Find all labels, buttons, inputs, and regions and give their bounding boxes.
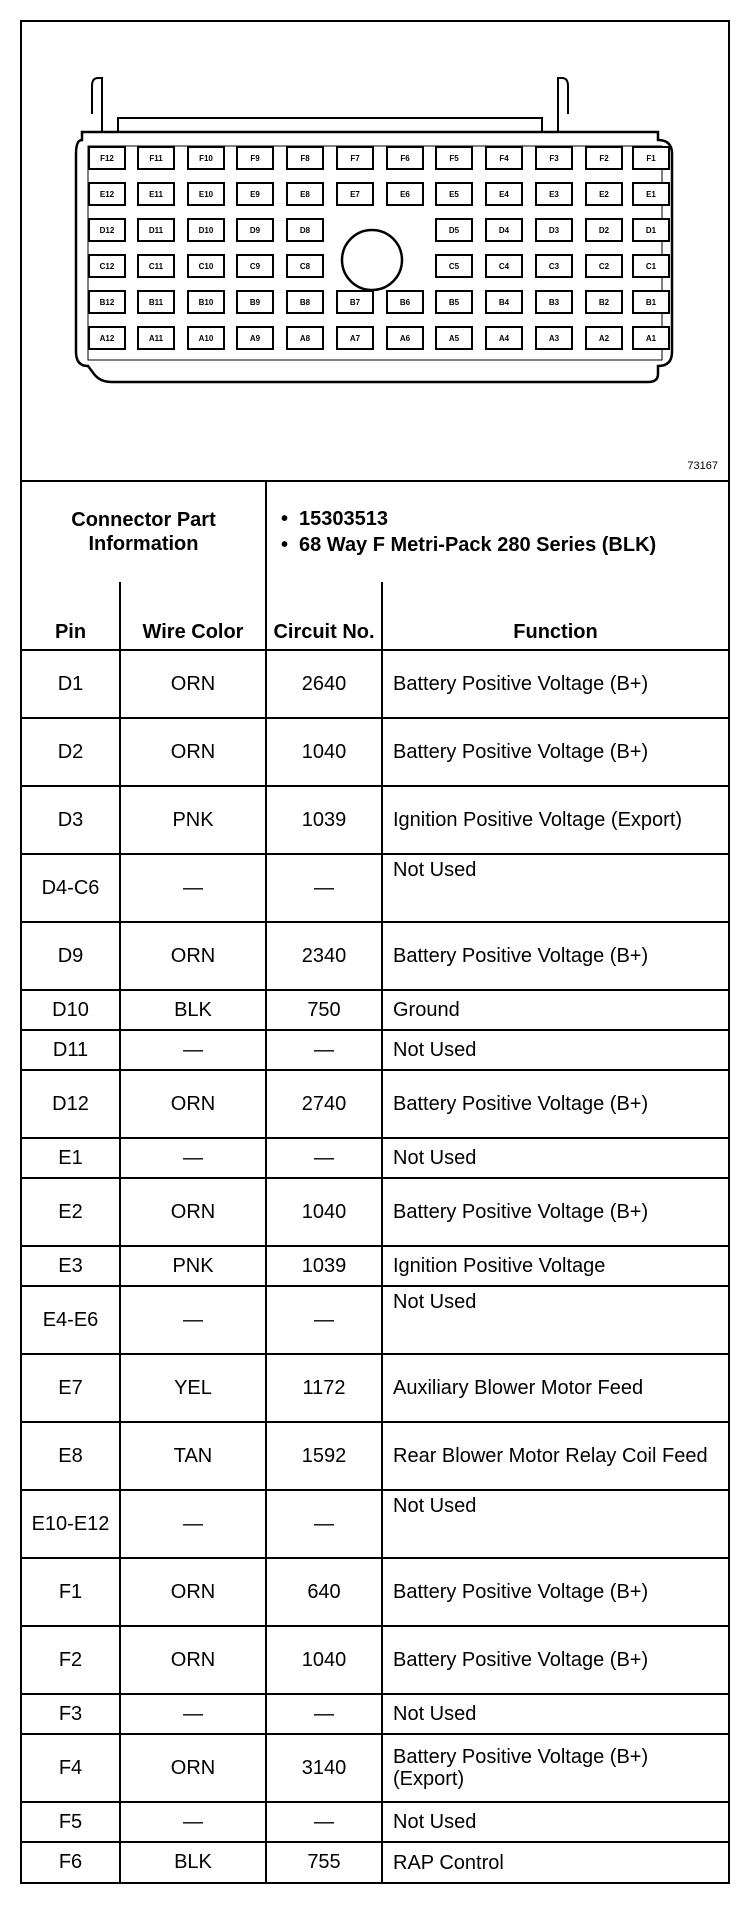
cavity-label: D2 [598,226,610,235]
cavity-label: D1 [645,226,657,235]
function-cell: Ignition Positive Voltage [382,1246,728,1286]
cavity-label: C4 [498,262,510,271]
pinout-row [22,1490,728,1558]
circuit-no-cell: 750 [266,990,382,1030]
cavity-label: C5 [448,262,460,271]
wire-color-cell: ORN [120,718,266,786]
pin-cell: F6 [22,1842,120,1882]
wire-color-cell: TAN [120,1422,266,1490]
function-cell: Ignition Positive Voltage (Export) [382,786,728,854]
circuit-no-cell: 755 [266,1842,382,1882]
pin-cell: F3 [22,1694,120,1734]
pinout-header-row [22,582,728,650]
circuit-no-cell: 1040 [266,718,382,786]
function-cell: Not Used [382,1694,728,1734]
pinout-row [22,1626,728,1694]
pin-cell: F4 [22,1734,120,1802]
cavity-label: B4 [498,298,510,307]
pin-cell: E8 [22,1422,120,1490]
function-cell: Battery Positive Voltage (B+) (Export) [382,1734,728,1802]
cavity-label: E3 [549,190,559,199]
cavity-label: F8 [300,154,310,163]
wire-color-cell: ORN [120,1178,266,1246]
circuit-no-cell: 2340 [266,922,382,990]
pinout-row [22,1178,728,1246]
wire-color-cell: ORN [120,1558,266,1626]
wire-color-cell: ORN [120,1626,266,1694]
pinout-row [22,1842,728,1882]
cavity-label: C9 [249,262,261,271]
wire-color-cell: — [120,1030,266,1070]
cavity-label: A8 [299,334,311,343]
pinout-row [22,1354,728,1422]
circuit-no-cell: 640 [266,1558,382,1626]
cavity-label: C12 [99,262,115,271]
cavity-label: D5 [448,226,460,235]
pin-cell: E7 [22,1354,120,1422]
circuit-no-cell: 2740 [266,1070,382,1138]
cavity-label: B6 [399,298,411,307]
connector-part-info-values [266,482,728,582]
function-cell: Not Used [382,1030,728,1070]
pin-cell: E10-E12 [22,1490,120,1558]
pin-cell: E3 [22,1246,120,1286]
header-circuit-no: Circuit No. [266,582,382,650]
pin-cell: D12 [22,1070,120,1138]
cavity-label: E8 [300,190,310,199]
cavity-label: E7 [350,190,360,199]
wire-color-cell: — [120,1802,266,1842]
cavity-label: B11 [148,298,164,307]
cavity-label: D12 [99,226,115,235]
pinout-row [22,718,728,786]
cavity-label: A1 [645,334,657,343]
cavity-label: F12 [100,154,114,163]
function-cell: Ground [382,990,728,1030]
circuit-no-cell: 1039 [266,1246,382,1286]
cavity-label: C3 [548,262,560,271]
pin-cell: D11 [22,1030,120,1070]
figure-number: 73167 [687,460,718,472]
connector-diagram [22,22,728,482]
wire-color-cell: — [120,854,266,922]
function-cell: Battery Positive Voltage (B+) [382,1070,728,1138]
cavity-label: E10 [198,190,214,199]
pin-cell: D10 [22,990,120,1030]
cavity-label: A5 [448,334,460,343]
cavity-label: A12 [99,334,115,343]
wire-color-cell: — [120,1138,266,1178]
connector-latch [92,78,568,132]
cavity-label: F7 [350,154,360,163]
connector-description: • 68 Way F Metri-Pack 280 Series (BLK) [277,532,718,558]
connector-info-table [22,482,728,582]
cavity-label: B3 [548,298,560,307]
cavity-label: C11 [148,262,164,271]
pin-cell: E4-E6 [22,1286,120,1354]
cavity-label: B12 [99,298,115,307]
cavity-label: D10 [198,226,214,235]
pin-cell: E2 [22,1178,120,1246]
wire-color-cell: — [120,1286,266,1354]
function-cell: Not Used [382,1802,728,1842]
wire-color-cell: YEL [120,1354,266,1422]
circuit-no-cell: 1039 [266,786,382,854]
cavity-label: A4 [498,334,510,343]
cavity-label: A9 [249,334,261,343]
pinout-row [22,1734,728,1802]
circuit-no-cell: — [266,1030,382,1070]
function-cell: Battery Positive Voltage (B+) [382,1178,728,1246]
cavity-label: F10 [199,154,213,163]
circuit-no-cell: 1592 [266,1422,382,1490]
cavity-label: B5 [448,298,460,307]
function-cell: Battery Positive Voltage (B+) [382,650,728,718]
wire-color-cell: ORN [120,1734,266,1802]
cavity-label: F1 [646,154,656,163]
circuit-no-cell: — [266,1286,382,1354]
cavity-label: C1 [645,262,657,271]
function-cell: Battery Positive Voltage (B+) [382,1558,728,1626]
pinout-row [22,650,728,718]
pinout-row [22,990,728,1030]
cavity-label: D8 [299,226,311,235]
cavity-label: A10 [198,334,214,343]
wire-color-cell: — [120,1490,266,1558]
function-cell: Battery Positive Voltage (B+) [382,718,728,786]
cavity-label: F6 [400,154,410,163]
cavity-label: E12 [99,190,115,199]
pin-cell: D9 [22,922,120,990]
circuit-no-cell: — [266,1138,382,1178]
cavity-label: C10 [198,262,214,271]
function-cell: Not Used [382,1138,728,1178]
cavity-label: B10 [198,298,214,307]
wire-color-cell: ORN [120,650,266,718]
pin-cell: F1 [22,1558,120,1626]
connector-part-info-label: Connector Part Information [22,482,266,582]
wire-color-cell: ORN [120,1070,266,1138]
pinout-row [22,854,728,922]
pin-cell: D2 [22,718,120,786]
circuit-no-cell: — [266,1802,382,1842]
wire-color-cell: PNK [120,1246,266,1286]
cavity-label: F4 [499,154,509,163]
pinout-row [22,1070,728,1138]
pinout-row [22,1558,728,1626]
wire-color-cell: BLK [120,1842,266,1882]
pinout-row [22,1694,728,1734]
cavity-label: F3 [549,154,559,163]
function-cell: Battery Positive Voltage (B+) [382,1626,728,1694]
pinout-row [22,786,728,854]
circuit-no-cell: 2640 [266,650,382,718]
wire-color-cell: PNK [120,786,266,854]
function-cell: Battery Positive Voltage (B+) [382,922,728,990]
circuit-no-cell: 1172 [266,1354,382,1422]
function-cell: RAP Control [382,1842,728,1882]
wire-color-cell: ORN [120,922,266,990]
function-cell: Not Used [382,1286,728,1354]
header-wire-color: Wire Color [120,582,266,650]
function-cell: Auxiliary Blower Motor Feed [382,1354,728,1422]
wire-color-cell: — [120,1694,266,1734]
cavity-label: A3 [548,334,560,343]
cavity-label: E1 [646,190,656,199]
cavity-label: A2 [598,334,610,343]
cavity-label: B7 [349,298,361,307]
cavity-label: C8 [299,262,311,271]
cavity-label: E4 [499,190,509,199]
pinout-row [22,922,728,990]
pinout-row [22,1246,728,1286]
circuit-no-cell: 3140 [266,1734,382,1802]
cavity-label: B9 [249,298,261,307]
cavity-label: B1 [645,298,657,307]
cavity-label: D3 [548,226,560,235]
pinout-row [22,1802,728,1842]
cavity-label: B8 [299,298,311,307]
connector-face-drawing [22,22,728,478]
cavity-label: D4 [498,226,510,235]
cavity-label: A6 [399,334,411,343]
cavity-label: E11 [149,190,163,199]
circuit-no-cell: — [266,1490,382,1558]
pin-cell: F5 [22,1802,120,1842]
pinout-table [22,582,728,1882]
function-cell: Rear Blower Motor Relay Coil Feed [382,1422,728,1490]
circuit-no-cell: 1040 [266,1178,382,1246]
pin-cell: D4-C6 [22,854,120,922]
part-number: • 15303513 [277,506,718,532]
cavity-label: F2 [599,154,609,163]
pinout-row [22,1030,728,1070]
cavity-label: F5 [449,154,459,163]
cavity-label: E2 [599,190,609,199]
circuit-no-cell: — [266,854,382,922]
cavity-label: B2 [598,298,610,307]
circuit-no-cell: 1040 [266,1626,382,1694]
cavity-label: E5 [449,190,459,199]
pin-cell: D3 [22,786,120,854]
function-cell: Not Used [382,1490,728,1558]
circuit-no-cell: — [266,1694,382,1734]
cavity-label: F9 [250,154,260,163]
center-key [342,230,402,290]
cavity-label: C2 [598,262,610,271]
function-cell: Not Used [382,854,728,922]
pin-cell: F2 [22,1626,120,1694]
header-function: Function [382,582,728,650]
wire-color-cell: BLK [120,990,266,1030]
cavity-label: A7 [349,334,361,343]
cavity-label: D9 [249,226,261,235]
connector-sheet [20,20,730,1884]
cavity-label: E9 [250,190,260,199]
pinout-rows [22,650,728,1882]
cavity-label: A11 [148,334,164,343]
pin-cell: D1 [22,650,120,718]
header-pin: Pin [22,582,120,650]
cavity-label: F11 [149,154,163,163]
pinout-row [22,1286,728,1354]
cavity-label: E6 [400,190,410,199]
pinout-row [22,1138,728,1178]
pin-cell: E1 [22,1138,120,1178]
pinout-row [22,1422,728,1490]
cavity-label: D11 [148,226,164,235]
